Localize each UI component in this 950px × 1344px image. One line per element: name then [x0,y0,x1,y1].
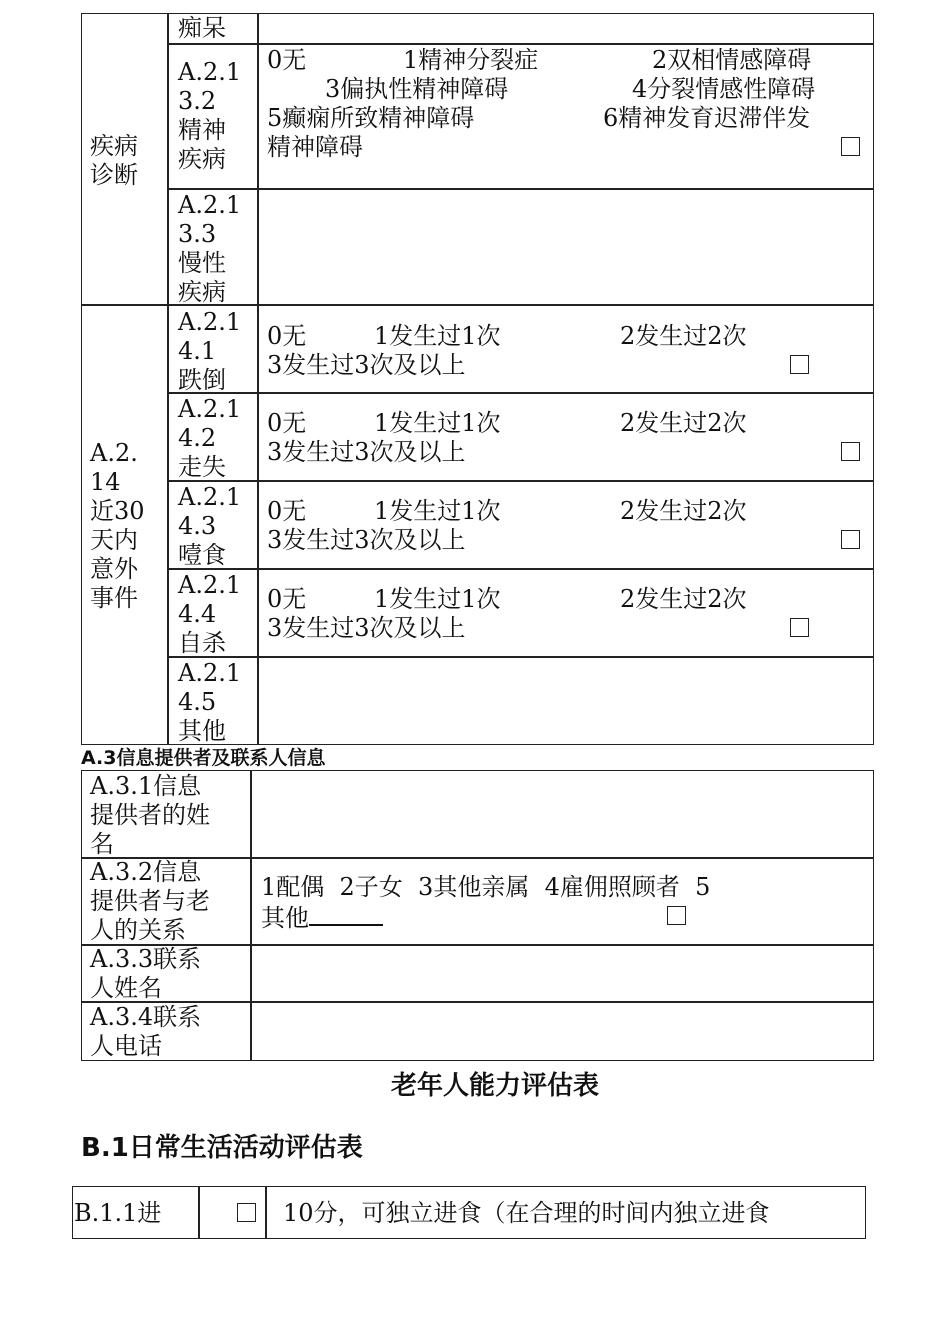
dementia-label-tail: 痴呆 [178,14,226,42]
wander-opt-1: 1发生过1次 [374,409,501,437]
a3-3-label: A.3.3联系 人姓名 [90,945,202,1002]
mental-option-5: 5癫痫所致精神障碍 [267,104,475,132]
b1-check-cell [198,1186,267,1239]
mental-option-3: 3偏执性精神障碍 [325,75,509,103]
accident-group-label: A.2. 14 近30 天内 意外 事件 [90,439,145,612]
a3-2-label: A.3.2信息 提供者与老 人的关系 [90,858,210,944]
mental-checkbox[interactable] [841,137,860,156]
choke-opt-2: 2发生过2次 [620,497,747,525]
a3-2-other-label: 其他 [261,904,309,932]
suicide-opt-3: 3发生过3次及以上 [267,614,466,642]
mental-option-2: 2双相情感障碍 [652,46,812,74]
suicide-opt-2: 2发生过2次 [620,585,747,613]
b1-text: 10分，可独立进食（在合理的时间内独立进食 [283,1199,770,1227]
mental-option-6: 6精神发育迟滞伴发 [603,104,811,132]
mental-label: A.2.1 3.2 精神 疾病 [178,58,242,173]
choke-value-cell [257,480,874,570]
mental-option-0: 0无 [267,46,307,74]
fall-opt-3: 3发生过3次及以上 [267,351,466,379]
suicide-opt-0: 0无 [267,585,307,613]
b-section-heading: B.1日常生活活动评估表 [81,1133,363,1163]
wander-value-cell [257,392,874,482]
chronic-label: A.2.1 3.3 慢性 疾病 [178,191,242,306]
fall-label: A.2.1 4.1 跌倒 [178,308,242,394]
a3-1-value-cell[interactable] [250,770,874,859]
choke-opt-0: 0无 [267,497,307,525]
fall-value-cell [257,304,874,394]
a3-heading: A.3信息提供者及联系人信息 [81,747,326,769]
mental-option-4: 4分裂情感性障碍 [632,75,816,103]
b1-label: B.1.1进 [74,1199,162,1227]
b1-checkbox[interactable] [237,1203,256,1222]
fall-opt-1: 1发生过1次 [374,322,501,350]
fall-checkbox[interactable] [790,355,809,374]
chronic-value-cell [257,188,874,306]
a3-1-label: A.3.1信息 提供者的姓 名 [90,772,210,858]
wander-opt-0: 0无 [267,409,307,437]
other-value-cell [257,656,874,745]
choke-label: A.2.1 4.3 噎食 [178,483,242,569]
a3-4-value-cell[interactable] [250,1001,874,1061]
dementia-value-cell [257,13,874,45]
choke-opt-1: 1发生过1次 [374,497,501,525]
choke-checkbox[interactable] [841,530,860,549]
choke-opt-3: 3发生过3次及以上 [267,526,466,554]
a3-3-value-cell[interactable] [250,944,874,1003]
mental-option-6-cont: 精神障碍 [267,133,363,161]
fall-opt-2: 2发生过2次 [620,322,747,350]
suicide-opt-1: 1发生过1次 [374,585,501,613]
wander-opt-3: 3发生过3次及以上 [267,438,466,466]
a3-2-other [261,902,383,933]
suicide-label: A.2.1 4.4 自杀 [178,571,242,657]
a3-2-checkbox[interactable] [667,906,686,925]
wander-checkbox[interactable] [841,442,860,461]
fall-opt-0: 0无 [267,322,307,350]
other-label: A.2.1 4.5 其他 [178,659,242,745]
disease-group-label: 疾病 诊断 [90,132,138,189]
suicide-checkbox[interactable] [790,618,809,637]
wander-opt-2: 2发生过2次 [620,409,747,437]
b-title: 老年人能力评估表 [390,1071,599,1101]
wander-label: A.2.1 4.2 走失 [178,395,242,481]
a3-4-label: A.3.4联系 人电话 [90,1003,202,1060]
suicide-value-cell [257,568,874,658]
mental-option-1: 1精神分裂症 [403,46,539,74]
a3-2-other-blank[interactable] [309,902,383,926]
a3-2-options: 1配偶 2子女 3其他亲属 4雇佣照顾者 5 [261,873,711,901]
